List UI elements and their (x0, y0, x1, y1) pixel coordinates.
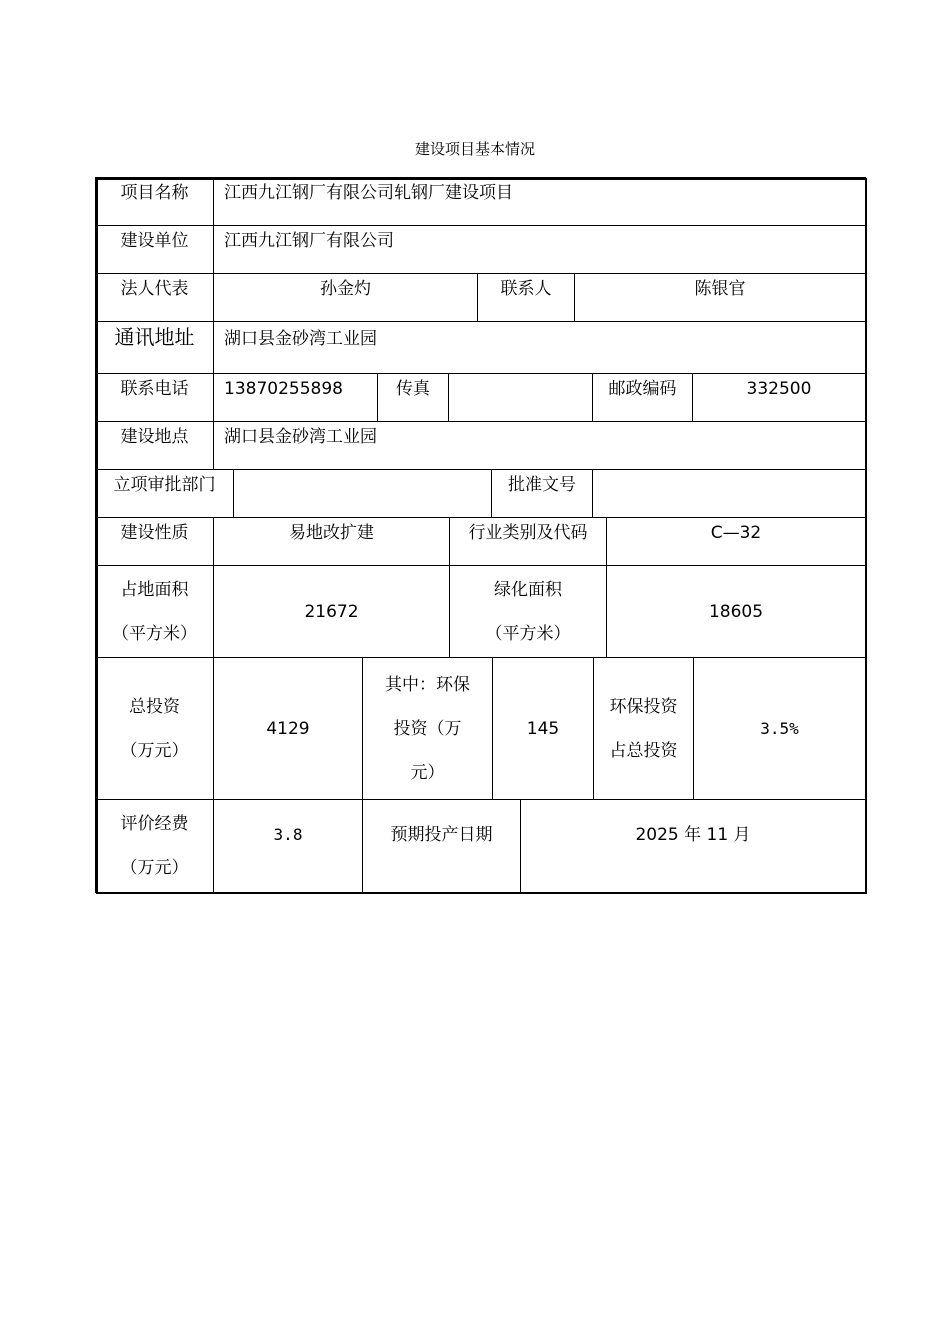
nature-label: 建设性质 (95, 517, 214, 566)
env-ratio-label-line1: 环保投资 (609, 696, 678, 717)
approval-doc-label: 批准文号 (491, 469, 593, 518)
nature-value: 易地改扩建 (213, 517, 450, 566)
env-investment-label (362, 657, 493, 800)
postcode-label: 邮政编码 (592, 373, 693, 422)
area-label-line1: 占地面积 (120, 579, 189, 600)
approval-dept-value (233, 469, 492, 518)
env-investment-label-line2: 投资（万 (393, 718, 462, 739)
launch-date-label: 预期投产日期 (362, 799, 521, 893)
area-label (95, 565, 214, 658)
green-area-label (449, 565, 607, 658)
fax-value (448, 373, 593, 422)
env-ratio-label (593, 657, 694, 800)
approval-doc-value (592, 469, 866, 518)
investment-value: 4129 (213, 657, 363, 800)
project-info-table (96, 178, 867, 894)
contact-label: 联系人 (477, 273, 575, 322)
site-label: 建设地点 (95, 421, 214, 470)
launch-date-value: 2025 年 11 月 (520, 799, 866, 893)
area-label-line2: （平方米） (112, 623, 197, 644)
approval-dept-label: 立项审批部门 (95, 469, 234, 518)
fee-label-line2: （万元） (120, 858, 189, 878)
legal-rep-label: 法人代表 (95, 273, 214, 322)
construction-unit-value: 江西九江钢厂有限公司 (213, 225, 866, 274)
site-value: 湖口县金砂湾工业园 (213, 421, 866, 470)
construction-unit-label: 建设单位 (95, 225, 214, 274)
industry-label: 行业类别及代码 (449, 517, 607, 566)
fee-value: 3.8 (213, 799, 363, 893)
fax-label: 传真 (377, 373, 449, 422)
address-label: 通讯地址 (95, 321, 214, 374)
env-ratio-value: 3.5% (693, 657, 866, 800)
project-name-label: 项目名称 (95, 177, 214, 226)
env-investment-label-line3: 元） (410, 762, 445, 783)
fee-label (95, 799, 214, 893)
legal-rep-value: 孙金灼 (213, 273, 478, 322)
phone-value: 13870255898 (213, 373, 378, 422)
project-name-value: 江西九江钢厂有限公司轧钢厂建设项目 (213, 177, 866, 226)
postcode-value: 332500 (692, 373, 866, 422)
env-ratio-label-line2: 占总投资 (609, 740, 678, 761)
env-investment-value: 145 (492, 657, 594, 800)
green-area-label-line2: （平方米） (485, 623, 571, 644)
green-area-label-line1: 绿化面积 (494, 579, 562, 600)
investment-label-line1: 总投资 (129, 696, 180, 717)
address-value: 湖口县金砂湾工业园 (213, 321, 866, 374)
area-value: 21672 (213, 565, 450, 658)
investment-label-line2: （万元） (120, 740, 189, 761)
page-title: 建设项目基本情况 (414, 140, 535, 158)
contact-value: 陈银官 (574, 273, 866, 322)
green-area-value: 18605 (606, 565, 866, 658)
industry-value: C—32 (606, 517, 866, 566)
investment-label (95, 657, 214, 800)
env-investment-label-line1: 其中：环保 (385, 674, 470, 695)
phone-label: 联系电话 (95, 373, 214, 422)
fee-label-line1: 评价经费 (120, 814, 189, 834)
